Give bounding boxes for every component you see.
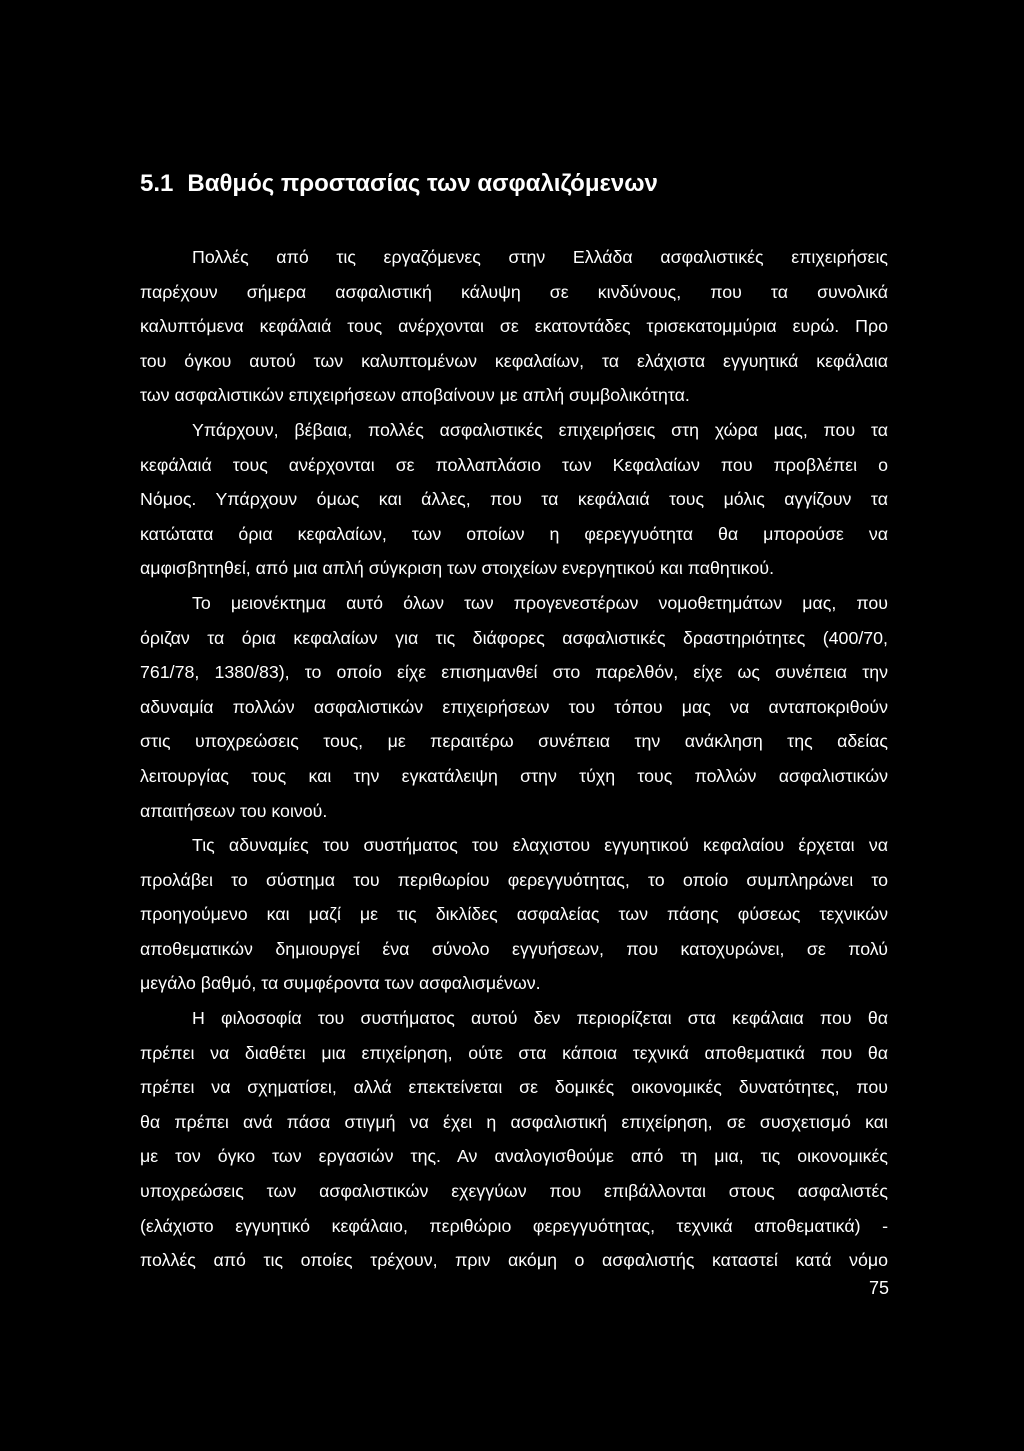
text-line: λειτουργίας τους και την εγκατάλειψη στην τύχη τους πολλών ασφαλιστικών (140, 765, 888, 786)
text-line: προηγούμενο και μαζί με τις δικλίδες ασφαλείας των πάσης φύσεως τεχνικών (140, 904, 888, 925)
text-line: κατώτατα όρια κεφαλαίων, των οποίων η φερεγγυότητα θα μπορούσε να (140, 523, 888, 544)
section-number: 5.1 (140, 170, 174, 197)
text-line: προλάβει το σύστημα του περιθωρίου φερεγγυότητας, το οποίο συμπληρώνει το (140, 869, 888, 890)
text-line: πρέπει να σχηματίσει, αλλά επεκτείνεται σε δομικές οικονομικές δυνατότητες, που (140, 1077, 888, 1098)
text-line: Πολλές από τις εργαζόμενες στην Ελλάδα ασφαλιστικές επιχειρήσεις (192, 247, 888, 267)
text-line: αδυναμία πολλών ασφαλιστικών επιχειρήσεων του τόπου μας να ανταποκριθούν (140, 696, 888, 717)
text-line: πρέπει να διαθέτει μια επιχείρηση, ούτε στα κάποια τεχνικά αποθεματικά που θα (140, 1042, 888, 1063)
text-line: αμφισβητηθεί, από μια απλή σύγκριση των στοιχείων ενεργητικού και παθητικού. (140, 558, 775, 579)
text-line: των ασφαλιστικών επιχειρήσεων αποβαίνουν με απλή συμβολικότητα. (140, 385, 690, 406)
text-line: Νόμος. Υπάρχουν όμως και άλλες, που τα κεφάλαιά τους μόλις αγγίζουν τα (140, 489, 888, 510)
text-line: μεγάλο βαθμό, τα συμφέροντα των ασφαλισμένων. (140, 973, 541, 994)
section-heading (140, 170, 658, 198)
text-line: του όγκου αυτού των καλυπτομένων κεφαλαίων, τα ελάχιστα εγγυητικά κεφάλαια (140, 350, 888, 371)
text-line: στις υποχρεώσεις τους, με περαιτέρω συνέπεια την ανάκληση της αδείας (140, 731, 888, 752)
body-text (140, 240, 888, 1278)
text-line: θα πρέπει ανά πάσα στιγμή να έχει η ασφαλιστική επιχείρηση, σε συσχετισμό και (140, 1111, 888, 1132)
text-line: (ελάχιστο εγγυητικό κεφάλαιο, περιθώριο φερεγγυότητας, τεχνικά αποθεματικά) - (140, 1215, 888, 1236)
text-line: Τις αδυναμίες του συστήματος του ελαχιστου εγγυητικού κεφαλαίου έρχεται να (192, 835, 888, 856)
text-line: καλυπτόμενα κεφάλαιά τους ανέρχονται σε εκατοντάδες τρισεκατομμύρια ευρώ. Προ (140, 316, 888, 337)
text-line: Το μειονέκτημα αυτό όλων των προγενεστέρων νομοθετημάτων μας, που (192, 592, 888, 613)
text-line: Υπάρχουν, βέβαια, πολλές ασφαλιστικές επιχειρήσεις στη χώρα μας, που τα (192, 419, 888, 440)
text-line: απαιτήσεων του κοινού. (140, 800, 328, 821)
section-title: Βαθμός προστασίας των ασφαλιζόμενων (187, 170, 658, 197)
text-line: πολλές από τις οποίες τρέχουν, πριν ακόμη ο ασφαλιστής καταστεί κατά νόμο (140, 1250, 888, 1271)
text-line: κεφάλαιά τους ανέρχονται σε πολλαπλάσιο των Κεφαλαίων που προβλέπει ο (140, 454, 888, 475)
page-number: 75 (868, 1278, 889, 1298)
text-line: Η φιλοσοφία του συστήματος αυτού δεν περιορίζεται στα κεφάλαια που θα (192, 1008, 888, 1029)
text-line: αποθεματικών δημιουργεί ένα σύνολο εγγυήσεων, που κατοχυρώνει, σε πολύ (140, 938, 888, 959)
text-line: υποχρεώσεις των ασφαλιστικών εχεγγύων που επιβάλλονται στους ασφαλιστές (140, 1181, 888, 1202)
text-line: με τον όγκο των εργασιών της. Αν αναλογισθούμε από τη μια, τις οικονομικές (140, 1146, 888, 1167)
text-line: 761/78, 1380/83), το οποίο είχε επισημανθεί στο παρελθόν, είχε ως συνέπεια την (140, 662, 888, 683)
text-line: όριζαν τα όρια κεφαλαίων για τις διάφορες ασφαλιστικές δραστηριότητες (400/70, (140, 627, 888, 648)
text-line: παρέχουν σήμερα ασφαλιστική κάλυψη σε κινδύνους, που τα συνολικά (140, 281, 888, 302)
